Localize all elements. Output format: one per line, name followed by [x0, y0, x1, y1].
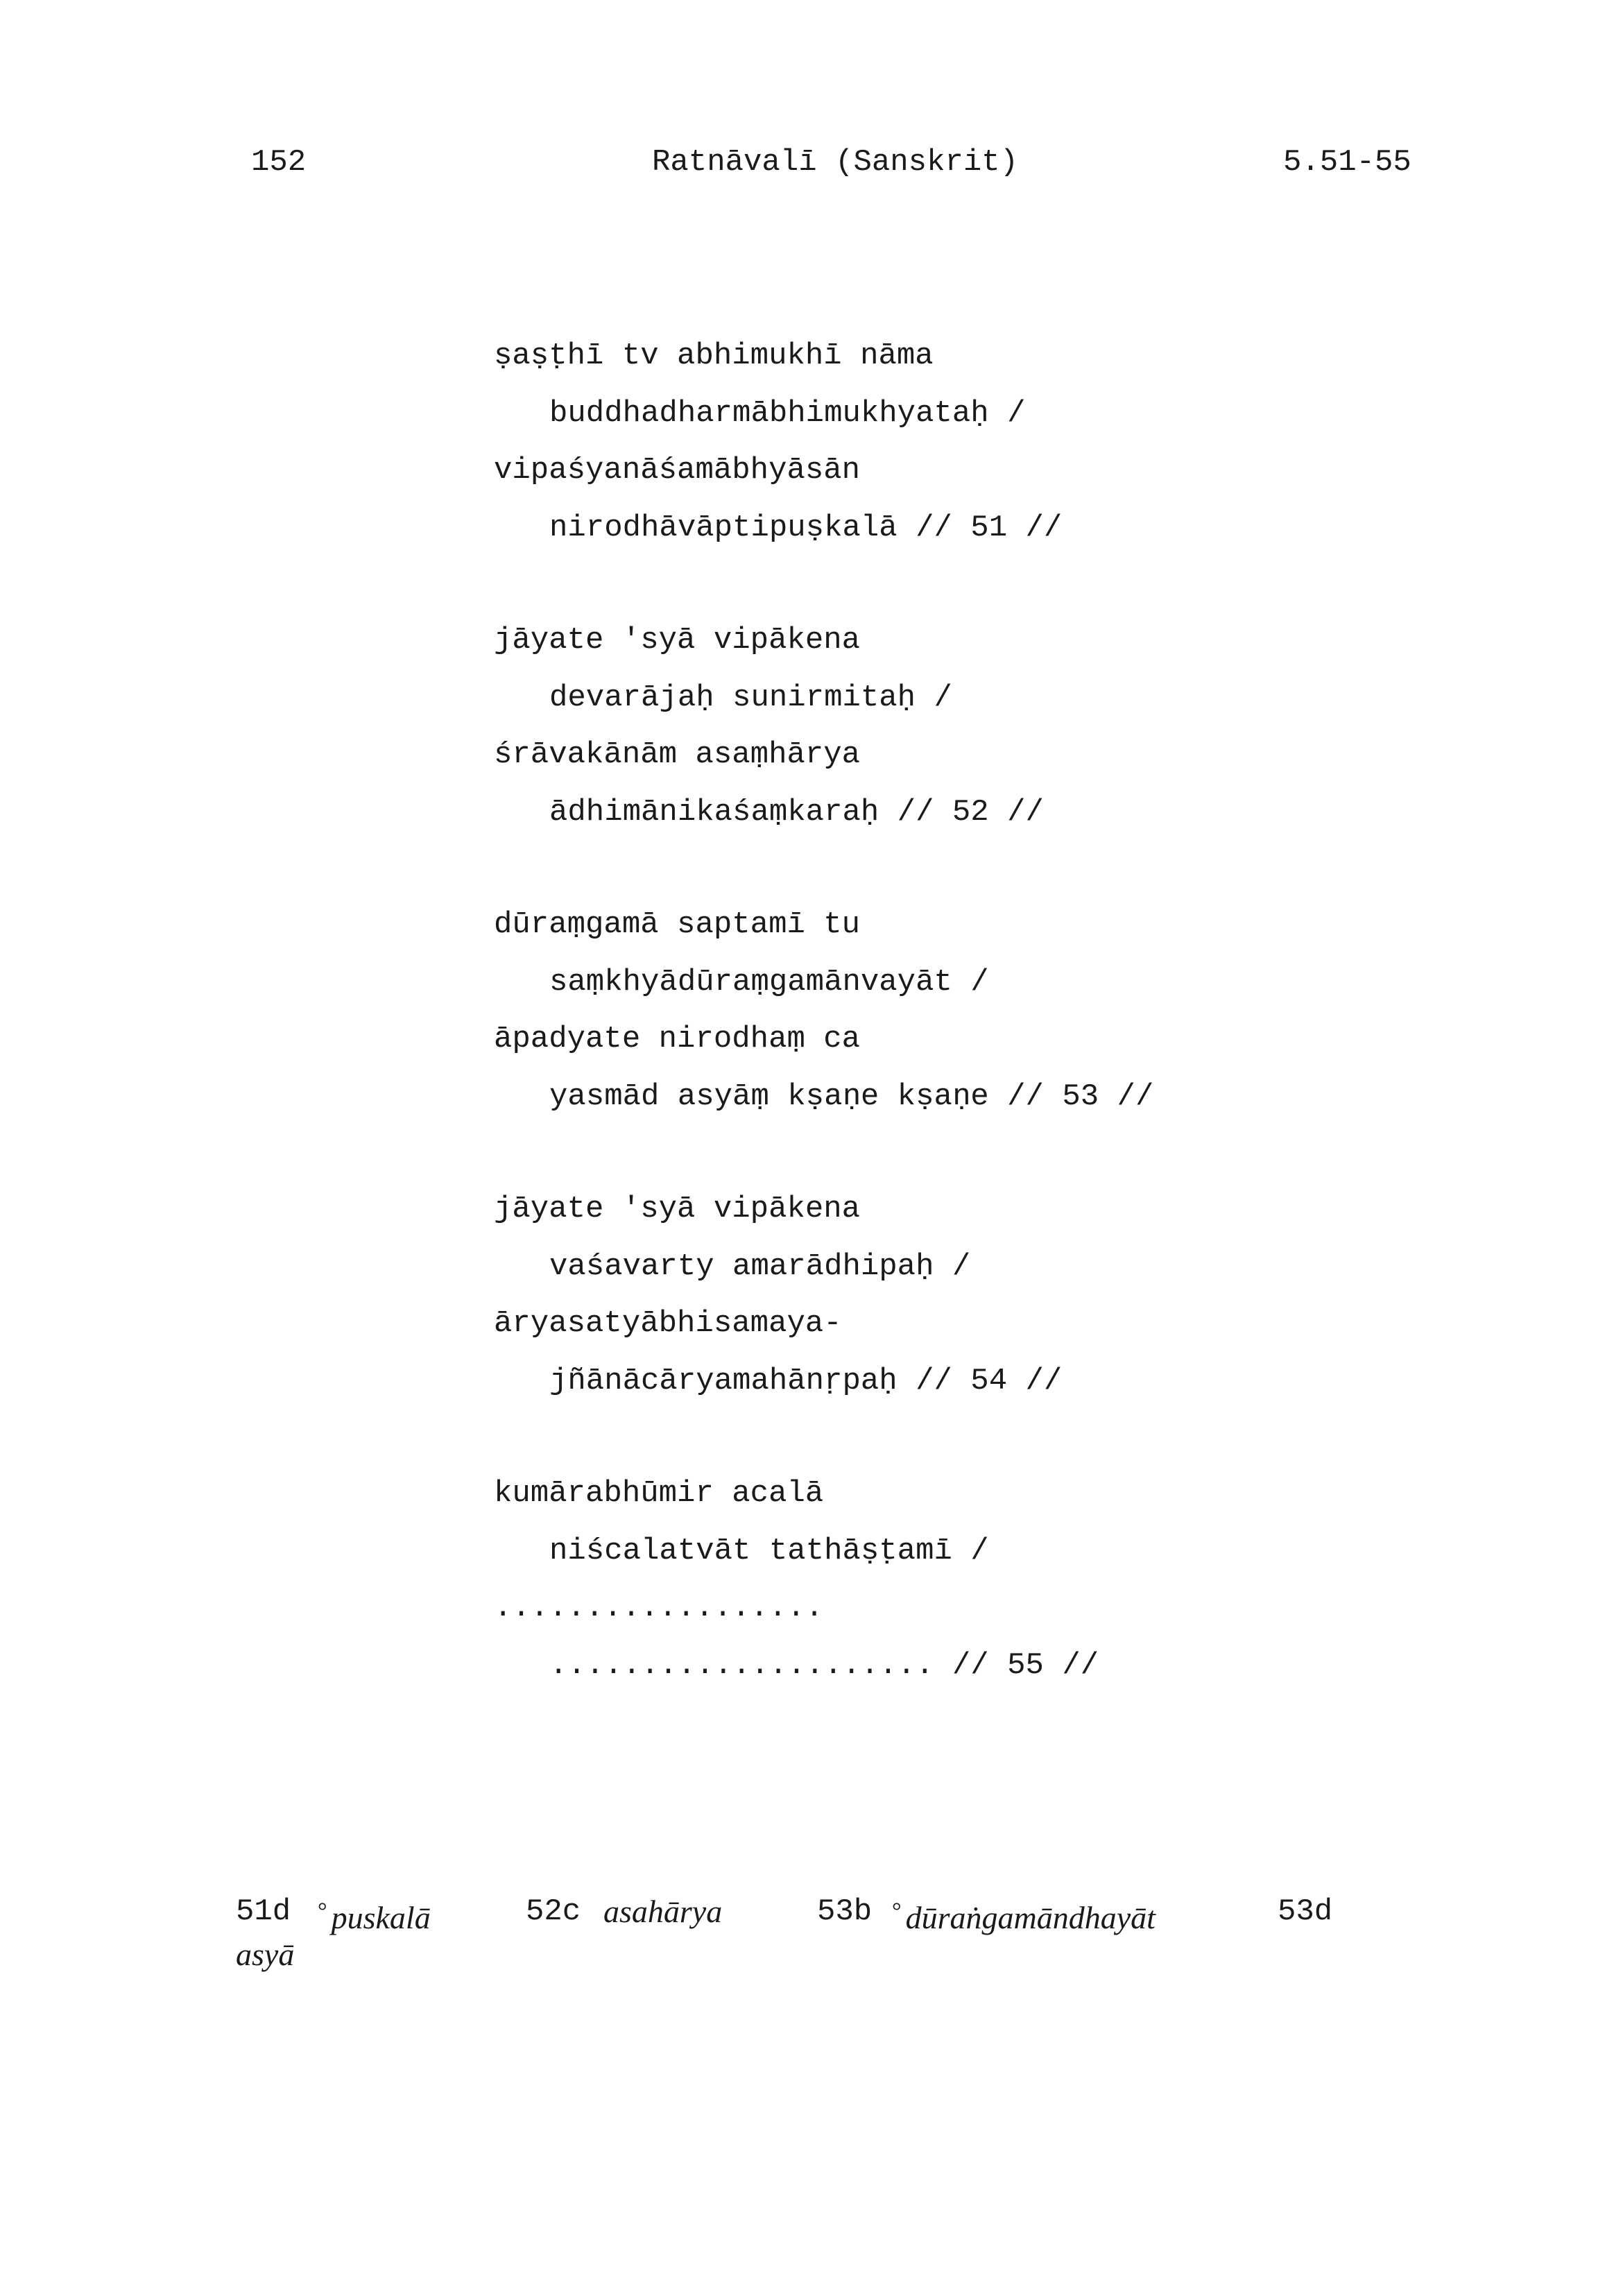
verse-line: devarājaḥ sunirmitaḥ /: [549, 680, 952, 715]
footnote-ref: 53b: [817, 1894, 873, 1929]
verse-line: dūraṃgamā saptamī tu: [494, 907, 861, 942]
verse-line: vaśavarty amarādhipaḥ /: [549, 1249, 971, 1284]
verse-line: nirodhāvāptipuṣkalā // 51 //: [549, 510, 1063, 545]
verse-51: [494, 327, 1396, 556]
verse-line: saṃkhyādūraṃgamānvayāt /: [549, 964, 989, 1000]
footnote-ref: 52c: [526, 1894, 581, 1929]
footnote-row: [236, 1890, 1373, 1933]
footnote-ref: 51d: [236, 1894, 291, 1929]
running-title: Ratnāvalī (Sanskrit): [652, 145, 1019, 180]
verse-55: [494, 1465, 1396, 1694]
verse-line: śrāvakānām asaṃhārya: [494, 737, 861, 772]
verse-line: āpadyate nirodhaṃ ca: [494, 1022, 861, 1056]
verse-line: yasmād asyāṃ kṣaṇe kṣaṇe // 53 //: [549, 1079, 1154, 1114]
verse-line: niścalatvāt tathāṣṭamī /: [549, 1533, 989, 1568]
verse-line: kumārabhūmir acalā: [494, 1476, 824, 1511]
footnote-reading: asyā: [236, 1937, 295, 1972]
page-number: 152: [251, 145, 307, 180]
verse-line: jāyate 'syā vipākena: [494, 623, 861, 658]
footnote-reading: asahārya: [603, 1894, 723, 1929]
verse-line: ādhimānikaśaṃkaraḥ // 52 //: [549, 794, 1044, 830]
footnote-row: [236, 1933, 1373, 1976]
verse-line: buddhadharmābhimukhyataḥ /: [549, 395, 1026, 431]
verse-line: vipaśyanāśamābhyāsān: [494, 453, 861, 488]
footnote-ref: 53d: [1278, 1894, 1333, 1929]
verse-53: [494, 896, 1396, 1125]
footnotes: [236, 1890, 1373, 1976]
verse-line: ..................... // 55 //: [549, 1647, 1099, 1683]
verse-line: ṣaṣṭhī tv abhimukhī nāma: [494, 339, 934, 373]
verse-line: āryasatyābhisamaya-: [494, 1306, 842, 1341]
verse-block: [494, 327, 1396, 1749]
footnote-reading: ° puskalā: [318, 1899, 431, 1935]
verse-52: [494, 612, 1396, 841]
verse-54: [494, 1181, 1396, 1410]
verse-range: 5.51-55: [1283, 145, 1411, 180]
verse-line: jñānācāryamahānṛpaḥ // 54 //: [549, 1363, 1063, 1398]
verse-line: ..................: [494, 1591, 824, 1625]
verse-line: jāyate 'syā vipākena: [494, 1192, 861, 1226]
footnote-reading: ° dūraṅgamāndhayāt: [892, 1899, 1156, 1935]
